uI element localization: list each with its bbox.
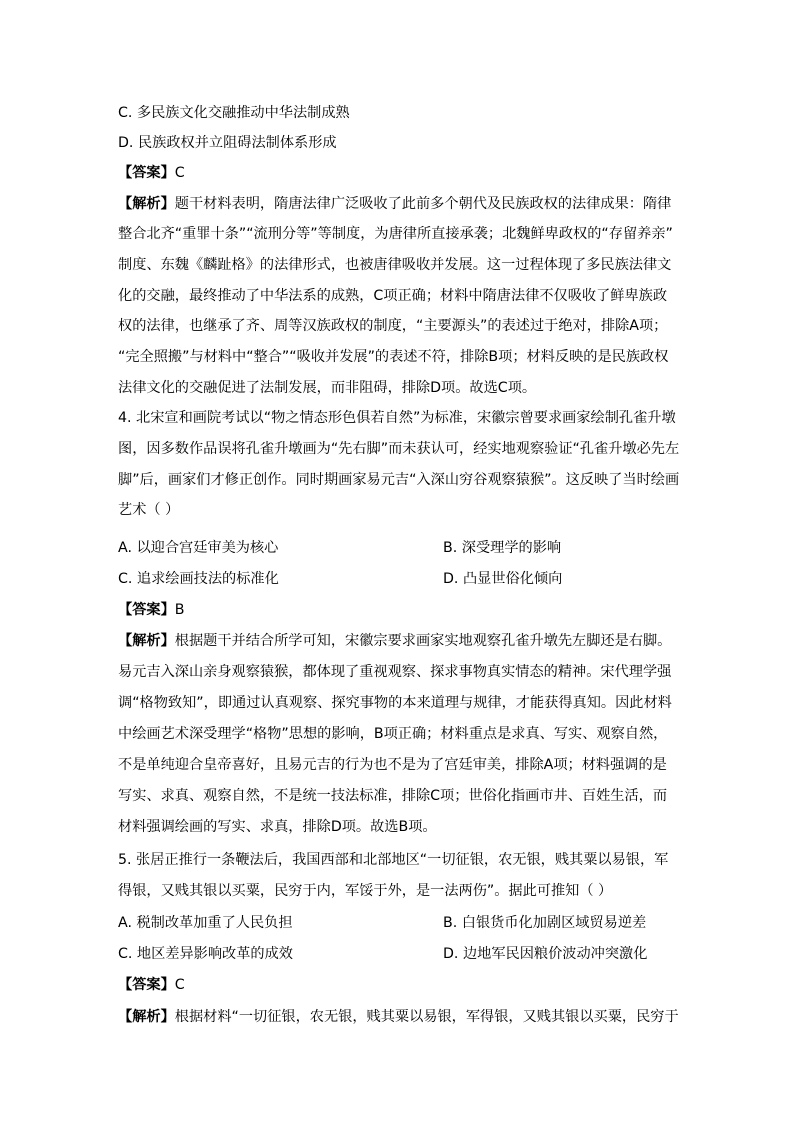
q4-analysis-line: 易元吉入深山亲身观察猿猴，都体现了重视观察、探求事物真实情态的精神。宋代理学强 [118, 664, 672, 680]
q3-option-c: C. 多民族文化交融推动中华法制成熟 [118, 105, 350, 121]
answer-value: C [174, 165, 185, 181]
q4-option-c: C. 追求绘画技法的标准化 [118, 571, 279, 587]
q4-stem-line: 脚”后，画家们才修正创作。同时期画家易元吉“入深山穷谷观察猿猴”。这反映了当时绘画 [118, 472, 680, 488]
answer-tag: 【答案】 [118, 165, 175, 181]
q5-option-d: D. 边地军民因粮价波动冲突激化 [443, 946, 648, 962]
q3-analysis-line: 化的交融，最终推动了中华法系的成熟，C项正确；材料中隋唐法律不仅吸收了鲜卑族政 [118, 288, 668, 304]
analysis-tag: 【解析】 [118, 633, 175, 649]
analysis-tag: 【解析】 [118, 196, 175, 212]
analysis-tag: 【解析】 [118, 1009, 175, 1025]
q4-analysis-line: 写实、求真、观察自然，不是统一技法标准，排除C项；世俗化指画市井、百姓生活，而 [118, 788, 668, 804]
q4-answer [118, 600, 678, 620]
q5-stem-line: 得银，又贱其银以买粟，民穷于内，军馁于外，是一法两伤”。据此可推知（ ） [118, 883, 613, 899]
q5-analysis-line [118, 1007, 678, 1027]
q4-option-b: B. 深受理学的影响 [443, 540, 562, 556]
q3-option-d: D. 民族政权并立阻碍法制体系形成 [118, 135, 337, 151]
analysis-text: 题干材料表明，隋唐法律广泛吸收了此前多个朝代及民族政权的法律成果：隋律 [174, 196, 672, 212]
answer-tag: 【答案】 [118, 977, 175, 993]
q4-analysis-line: 不是单纯迎合皇帝喜好，且易元吉的行为也不是为了宫廷审美，排除A项；材料强调的是 [118, 757, 667, 773]
q4-stem-line: 4. 北宋宣和画院考试以“物之情态形色俱若自然”为标准，宋徽宗曾要求画家绘制孔雀升墩 [118, 410, 676, 426]
q4-option-a: A. 以迎合宫廷审美为核心 [118, 540, 279, 556]
q5-option-c: C. 地区差异影响改革的成效 [118, 946, 293, 962]
q4-option-d: D. 凸显世俗化倾向 [443, 571, 563, 587]
analysis-text: 根据材料“一切征银，农无银，贱其粟以易银，军得银，又贱其银以买粟，民穷于 [174, 1009, 679, 1025]
answer-value: B [174, 602, 185, 618]
q4-analysis-line: 调“格物致知”，即通过认真观察、探究事物的本来道理与规律，才能获得真知。因此材料 [118, 695, 672, 711]
q5-option-b: B. 白银货币化加剧区域贸易逆差 [443, 915, 647, 931]
q4-analysis-line: 材料强调绘画的写实、求真，排除D项。故选B项。 [118, 819, 437, 835]
q4-stem-line: 艺术（ ） [118, 502, 180, 518]
q5-stem-line: 5. 张居正推行一条鞭法后，我国西部和北部地区“一切征银，农无银，贱其粟以易银，军 [118, 852, 669, 868]
q3-analysis-line: 制度、东魏《麟趾格》的法律形式，也被唐律吸收并发展。这一过程体现了多民族法律文 [118, 257, 672, 273]
q4-analysis-line: 中绘画艺术深受理学“格物”思想的影响，B项正确；材料重点是求真、写实、观察自然， [118, 726, 668, 742]
q3-analysis-line: 法律文化的交融促进了法制发展，而非阻碍，排除D项。故选C项。 [118, 380, 537, 396]
q3-answer [118, 163, 678, 183]
q3-analysis-line: “完全照搬”与材料中“整合”“吸收并发展”的表述不符，排除B项；材料反映的是民族政权 [118, 349, 669, 365]
q4-analysis-line [118, 631, 678, 651]
answer-tag: 【答案】 [118, 602, 175, 618]
q3-analysis-line: 权的法律，也继承了齐、周等汉族政权的制度，“主要源头”的表述过于绝对，排除A项； [118, 318, 668, 334]
q3-analysis-line: 整合北齐“重罪十条”“流刑分等”等制度，为唐律所直接承袭；北魏鲜卑政权的“存留养亲” [118, 226, 673, 242]
q3-analysis-line [118, 194, 678, 214]
q5-answer [118, 975, 678, 995]
q4-stem-line: 图，因多数作品误将孔雀升墩画为“先右脚”而未获认可，经实地观察验证“孔雀升墩必先左 [118, 441, 680, 457]
answer-value: C [174, 977, 185, 993]
q5-option-a: A. 税制改革加重了人民负担 [118, 915, 293, 931]
analysis-text: 根据题干并结合所学可知，宋徽宗要求画家实地观察孔雀升墩先左脚还是右脚。 [174, 633, 672, 649]
